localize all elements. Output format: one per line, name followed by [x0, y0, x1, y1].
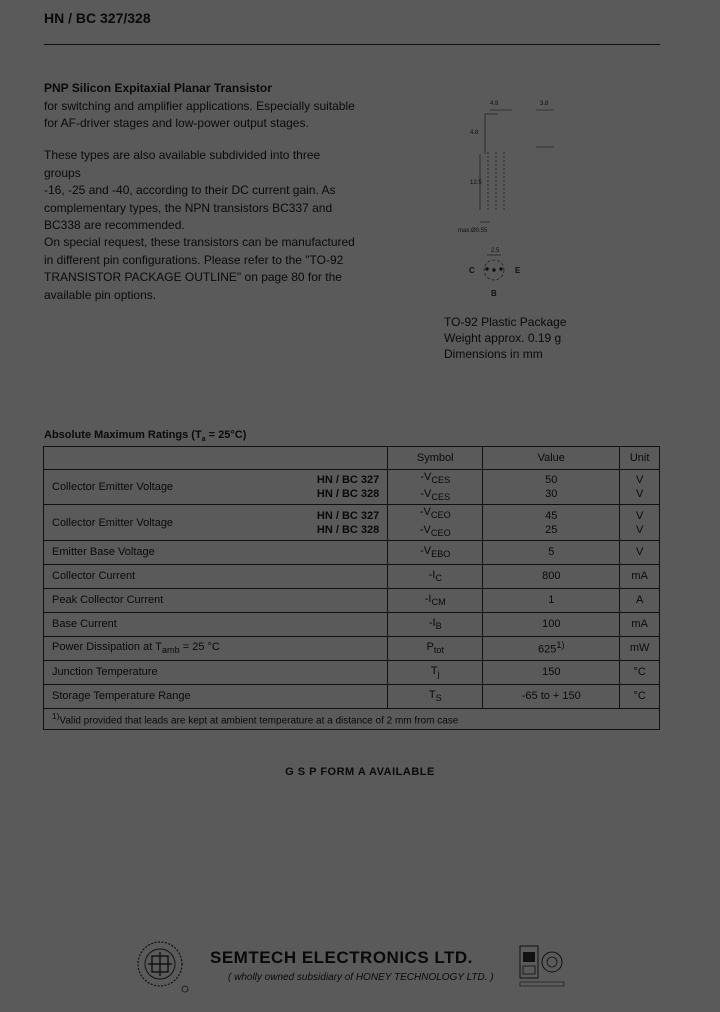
dim-top-left: 4.8: [490, 101, 499, 107]
special-line: TRANSISTOR PACKAGE OUTLINE" on page 80 for the: [44, 270, 342, 284]
table-row: Collector Current $-I_C$ 800 mA: [44, 564, 660, 588]
certification-marks-icon: [518, 944, 568, 992]
header-parameter: [44, 447, 388, 470]
header-value: Value: [483, 447, 620, 470]
package-weight: Weight approx. 0.19 g: [444, 331, 562, 345]
table-row: Collector Emitter Voltage HN / BC 327 HN / BC 328 $-V_{CEO}$ $-V_{CEO}$ 45 25 V V: [44, 505, 660, 540]
pin-label-b: B: [491, 289, 497, 298]
groups-line: BC338 are recommended.: [44, 218, 185, 232]
package-info: [444, 314, 567, 362]
ratings-header-row: [44, 447, 660, 470]
table-row: Base Current $-I_B$ 100 mA: [44, 612, 660, 636]
groups-paragraph: [44, 147, 359, 235]
intro-line: for AF-driver stages and low-power output stages.: [44, 116, 309, 130]
header-unit: Unit: [620, 447, 660, 470]
pin-label-e: E: [515, 266, 521, 275]
special-line: On special request, these transistors can be manufactured: [44, 235, 355, 249]
special-paragraph: [44, 234, 359, 304]
intro-paragraph: [44, 80, 359, 133]
pin-dot: [486, 268, 489, 271]
header-rule: [44, 44, 660, 45]
table-row: Emitter Base Voltage $-V_{EBO}$ 5 V: [44, 540, 660, 564]
company-seal-icon: [134, 938, 190, 994]
dim-lead-length: 12.5: [470, 180, 482, 186]
pin-dot: [500, 268, 503, 271]
special-line: in different pin configurations. Please refer to the "TO-92: [44, 252, 344, 267]
header-symbol: Symbol: [388, 447, 483, 470]
pin-dot: [493, 269, 496, 272]
dim-top-right: 3.8: [540, 101, 549, 107]
dim-pin-pitch: 2.5: [491, 248, 500, 254]
table-row: Junction Temperature $T_j$ 150 °C: [44, 660, 660, 684]
intro-lead: PNP Silicon Expitaxial Planar Transistor: [44, 81, 272, 95]
ratings-table: [43, 446, 660, 730]
pin-label-c: C: [469, 266, 475, 275]
special-line: available pin options.: [44, 287, 157, 302]
table-row: Storage Temperature Range $T_S$ -65 to + 150 °C: [44, 684, 660, 708]
package-units: Dimensions in mm: [444, 347, 543, 361]
intro-line: for switching and amplifier applications. Especially suitable: [44, 98, 355, 113]
table-row: Power Dissipation at $T_{amb} = 25$ °C $P_{tot}$ 625$^{1)}$ mW: [44, 636, 660, 660]
groups-line: These types are also available subdivided into three groups: [44, 148, 321, 180]
company-name: SEMTECH ELECTRONICS LTD.: [210, 948, 473, 967]
package-outline-diagram: [450, 92, 580, 304]
company-subsidiary: ( wholly owned subsidiary of HONEY TECHNOLOGY LTD. ): [228, 972, 494, 983]
groups-line: -16, -25 and -40, according to their DC current gain. As: [44, 183, 336, 197]
page-title: HN / BC 327/328: [44, 10, 151, 26]
dim-lead-diameter: max.Ø0.55: [458, 228, 488, 234]
dim-side: 4.8: [470, 130, 479, 136]
table-row: Collector Emitter Voltage HN / BC 327 HN / BC 328 $-V_{CES}$ $-V_{CES}$ 50 30 V V: [44, 470, 660, 505]
groups-line: complementary types, the NPN transistors BC337 and: [44, 200, 333, 215]
gsp-notice: G S P FORM A AVAILABLE: [285, 766, 435, 778]
ratings-title: Absolute Maximum Ratings $(T_a = 25^\circ C)$: [44, 429, 247, 444]
footnote-row: $^{1)}$Valid provided that leads are kept at ambient temperature at a distance of 2 mm from case: [44, 708, 660, 729]
table-row: Peak Collector Current $-I_{CM}$ 1 A: [44, 588, 660, 612]
package-type: TO-92 Plastic Package: [444, 315, 567, 329]
